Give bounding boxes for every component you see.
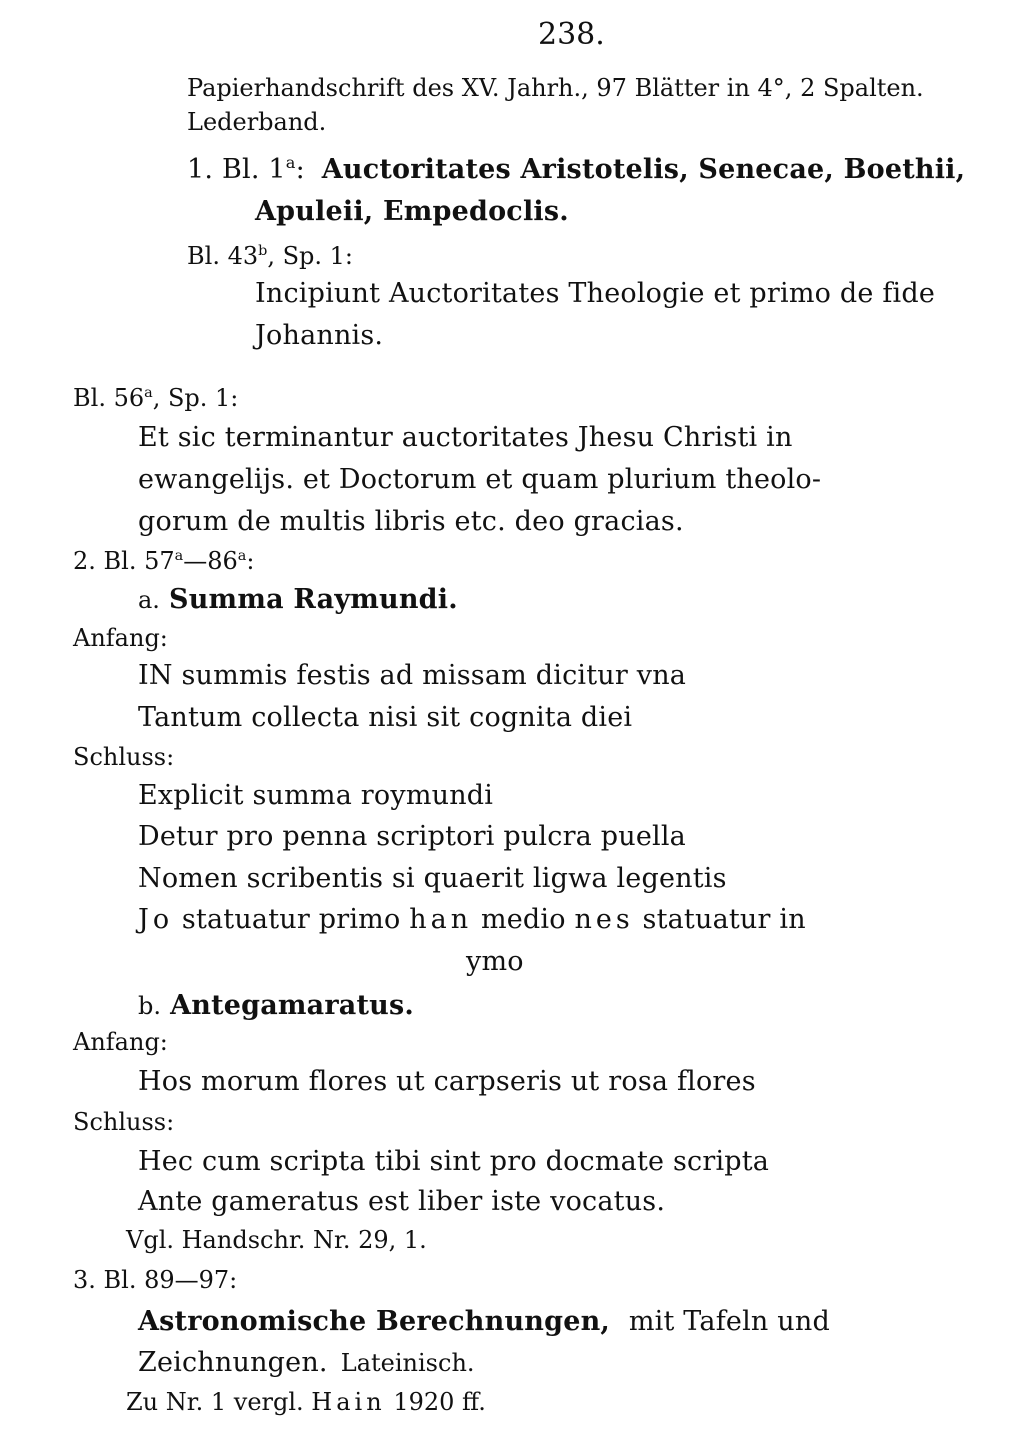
item2a-anfang-line2: Tantum collecta nisi sit cognita diei	[138, 702, 633, 733]
item2a-line4-b: medio	[480, 904, 566, 935]
item3-line2	[138, 1349, 475, 1376]
item2b-schluss-line1: Hec cum scripta tibi sint pro docmate scripta	[138, 1146, 770, 1177]
item1-ref1-prefix: Bl. 43	[187, 242, 259, 270]
item2a-jo: Jo	[138, 904, 174, 935]
item3-label: 3. Bl. 89—97:	[73, 1266, 238, 1294]
item1-ref1-label	[187, 244, 353, 268]
item2a-line4-c: statuatur in	[642, 904, 806, 935]
item2a-schluss-line5: ymo	[466, 946, 524, 977]
item1-ref1-text-line2: Johannis.	[255, 320, 384, 351]
item1-ref1-text-line1: Incipiunt Auctoritates Theologie et primo de fide	[255, 278, 936, 309]
footnote	[126, 1390, 486, 1414]
item2-label-mid: —86	[183, 547, 238, 575]
item2b-marker: b.	[138, 992, 161, 1020]
item1-label-sup: a	[285, 153, 296, 172]
item2b-vgl: Vgl. Handschr. Nr. 29, 1.	[126, 1226, 427, 1254]
item1-ref2-label	[73, 386, 238, 410]
item2-label	[73, 549, 254, 573]
item2a-line4-a: statuatur primo	[181, 904, 401, 935]
item1-label: 1. Bl. 1	[187, 154, 286, 185]
item2-label-prefix: 2. Bl. 57	[73, 547, 175, 575]
item1-ref2-prefix: Bl. 56	[73, 384, 145, 412]
item1-ref1-suffix: , Sp. 1:	[267, 242, 354, 270]
item2a-schluss-line4	[138, 906, 806, 933]
item1-title-line2: Apuleii, Empedoclis.	[255, 196, 569, 227]
item2a-anfang-line1: IN summis festis ad missam dicitur vna	[138, 660, 687, 691]
item2a-nes: nes	[574, 904, 634, 935]
item2b-anfang-label: Anfang:	[73, 1028, 168, 1056]
item1-ref2-suffix: , Sp. 1:	[152, 384, 239, 412]
item3-line2-b: Lateinisch.	[340, 1349, 475, 1377]
item3-title-rest: mit Tafeln und	[628, 1306, 830, 1337]
item2a-marker: a.	[138, 586, 160, 614]
item2a-schluss-line2: Detur pro penna scriptori pulcra puella	[138, 821, 686, 852]
item1-ref2-text-line1: Et sic terminantur auctoritates Jhesu Christi in	[138, 422, 793, 453]
item1-ref2-text-line3: gorum de multis libris etc. deo gracias.	[138, 506, 684, 537]
header-line-2: Lederband.	[187, 108, 327, 136]
item2a-han: han	[409, 904, 473, 935]
item2b-anfang-line1: Hos morum flores ut carpseris ut rosa flores	[138, 1066, 756, 1097]
item1-label-colon: :	[295, 154, 305, 185]
item2b-schluss-line2: Ante gameratus est liber iste vocatus.	[138, 1186, 666, 1217]
item3-title: Astronomische Berechnungen,	[138, 1306, 611, 1337]
item3-line2-a: Zeichnungen.	[138, 1347, 328, 1378]
item1-ref2-text-line2: ewangelijs. et Doctorum et quam plurium theolo-	[138, 464, 822, 495]
item2a-schluss-line3: Nomen scribentis si quaerit ligwa legentis	[138, 863, 727, 894]
page-number: 238.	[538, 17, 605, 52]
item2-label-sup2: a	[237, 548, 247, 564]
item2a-schluss-label: Schluss:	[73, 743, 175, 771]
item2a-schluss-line1: Explicit summa roymundi	[138, 780, 494, 811]
item2b-heading	[138, 992, 414, 1019]
item2b-title: Antegamaratus.	[170, 990, 414, 1021]
item2a-heading	[138, 586, 458, 613]
item1-ref1-sup: b	[258, 243, 268, 259]
footnote-prefix: Zu Nr. 1 vergl.	[126, 1388, 304, 1416]
item2-label-sup1: a	[174, 548, 184, 564]
item1-ref2-sup: a	[144, 385, 153, 401]
footnote-author: Hain	[311, 1388, 386, 1416]
item2a-title: Summa Raymundi.	[169, 584, 458, 615]
item1-heading	[187, 153, 966, 185]
item2-label-colon: :	[246, 547, 255, 575]
header-line-1: Papierhandschrift des XV. Jahrh., 97 Blätter in 4°, 2 Spalten.	[187, 74, 924, 102]
item3-title-line	[138, 1308, 830, 1335]
item2b-schluss-label: Schluss:	[73, 1108, 175, 1136]
footnote-suffix: 1920 ff.	[393, 1388, 486, 1416]
item1-title-line1: Auctoritates Aristotelis, Senecae, Boethii,	[321, 154, 966, 185]
item2a-anfang-label: Anfang:	[73, 624, 168, 652]
